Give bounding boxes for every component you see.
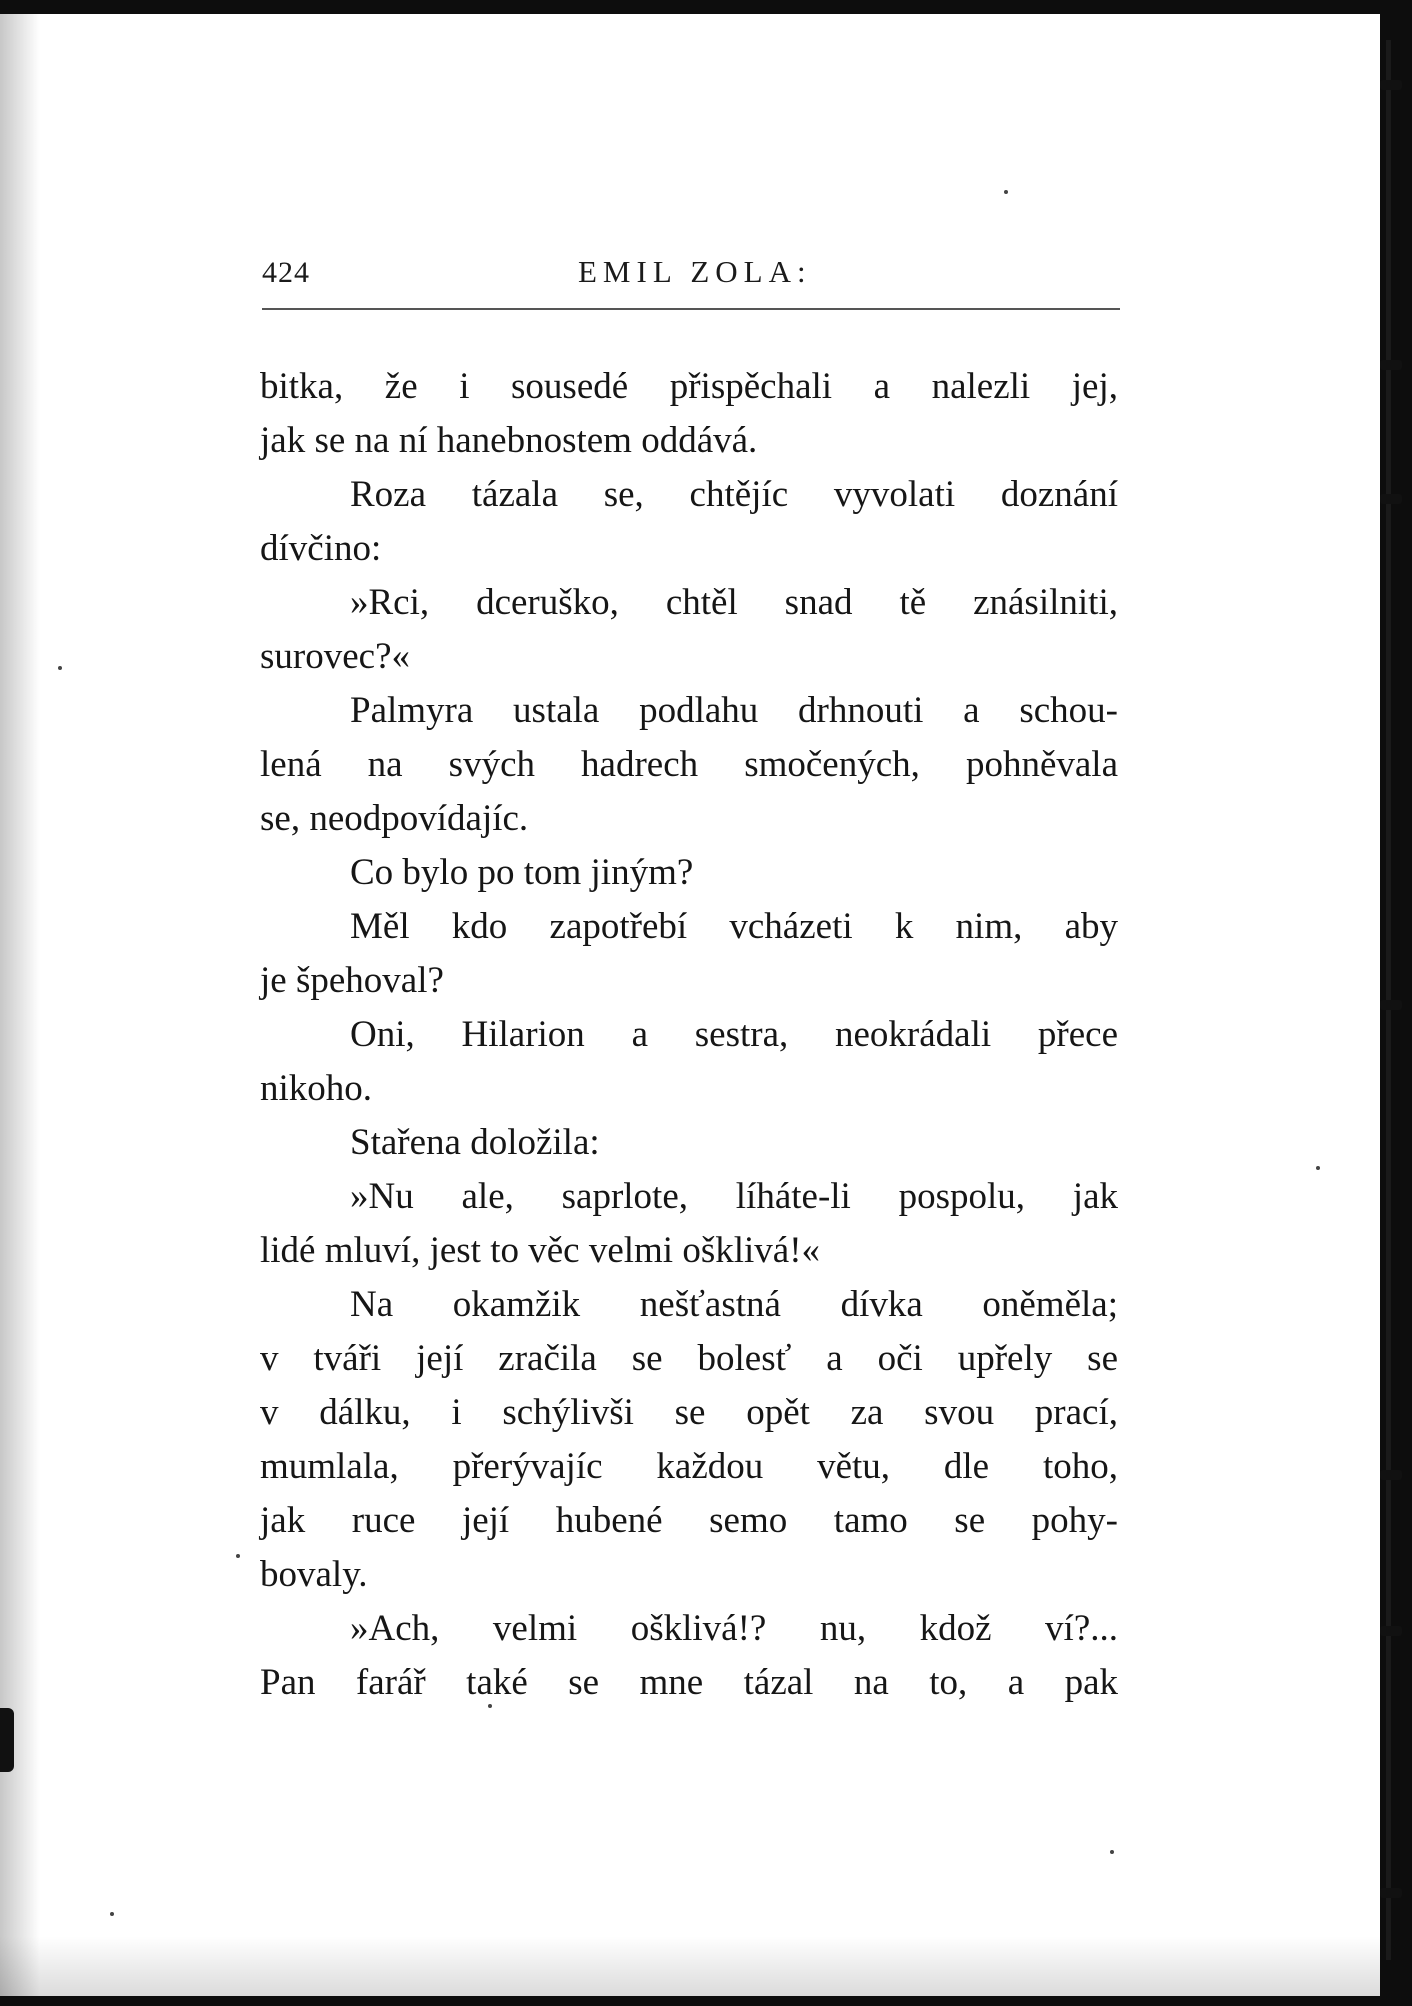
text-line: »Rci, dceruško, chtěl snad tě znásilniti,: [350, 582, 1118, 623]
text-line: jak ruce její hubené semo tamo se pohy-: [260, 1500, 1118, 1541]
body-text: [260, 360, 1118, 1710]
text-line: dívčino:: [260, 528, 382, 569]
page-number: 424: [262, 256, 310, 289]
text-line: lená na svých hadrech smočených, pohněvala: [260, 744, 1118, 785]
book-page: [0, 14, 1380, 1996]
text-line: nikoho.: [260, 1068, 373, 1109]
page-header: [262, 236, 1120, 296]
text-line: se, neodpovídajíc.: [260, 798, 529, 839]
text-line: Pan farář také se mne tázal na to, a pak: [260, 1662, 1118, 1703]
text-line: lidé mluví, jest to věc velmi ošklivá!«: [260, 1230, 821, 1271]
scan-speck: [110, 1912, 114, 1916]
text-line: Co bylo po tom jiným?: [350, 852, 694, 893]
text-line: surovec?«: [260, 636, 410, 677]
binding-knot: [1380, 494, 1402, 504]
text-line: Palmyra ustala podlahu drhnouti a schou-: [350, 690, 1118, 731]
scan-speck: [1004, 190, 1008, 194]
text-line: »Nu ale, saprlote, líháte-li pospolu, jak: [350, 1176, 1118, 1217]
binding-knot: [1380, 1626, 1402, 1636]
text-line: Oni, Hilarion a sestra, neokrádali přece: [350, 1014, 1118, 1055]
binding-knot: [1380, 1000, 1402, 1010]
scan-speck: [1110, 1850, 1114, 1854]
binding-knot: [1380, 360, 1402, 370]
binding-knot: [1380, 1470, 1402, 1480]
text-line: mumlala, přerývajíc každou větu, dle toho,: [260, 1446, 1118, 1487]
text-line: Roza tázala se, chtějíc vyvolati doznání: [350, 474, 1118, 515]
text-line: Měl kdo zapotřebí vcházeti k nim, aby: [350, 906, 1118, 947]
binding-knot: [1380, 80, 1402, 90]
text-line: je špehoval?: [260, 960, 444, 1001]
scan-speck: [58, 666, 62, 670]
text-line: jak se na ní hanebnostem oddává.: [260, 420, 758, 461]
text-line: v tváři její zračila se bolesť a oči upřely se: [260, 1338, 1118, 1379]
text-line: bovaly.: [260, 1554, 368, 1595]
scan-edge-mark: [0, 1708, 14, 1772]
running-head: EMIL ZOLA:: [578, 254, 812, 289]
scan-speck: [488, 1704, 492, 1708]
text-line: »Ach, velmi ošklivá!? nu, kdož ví?...: [350, 1608, 1118, 1649]
text-line: Stařena doložila:: [350, 1122, 600, 1163]
text-line: v dálku, i schýlivši se opět za svou prací,: [260, 1392, 1118, 1433]
scan-speck: [1316, 1166, 1320, 1170]
text-line: Na okamžik nešťastná dívka oněměla;: [350, 1284, 1118, 1325]
scan-speck: [236, 1554, 240, 1558]
text-line: bitka, že i sousedé přispěchali a nalezli jej,: [260, 366, 1118, 407]
header-rule: [262, 308, 1120, 310]
binding-knot: [1380, 1888, 1402, 1898]
